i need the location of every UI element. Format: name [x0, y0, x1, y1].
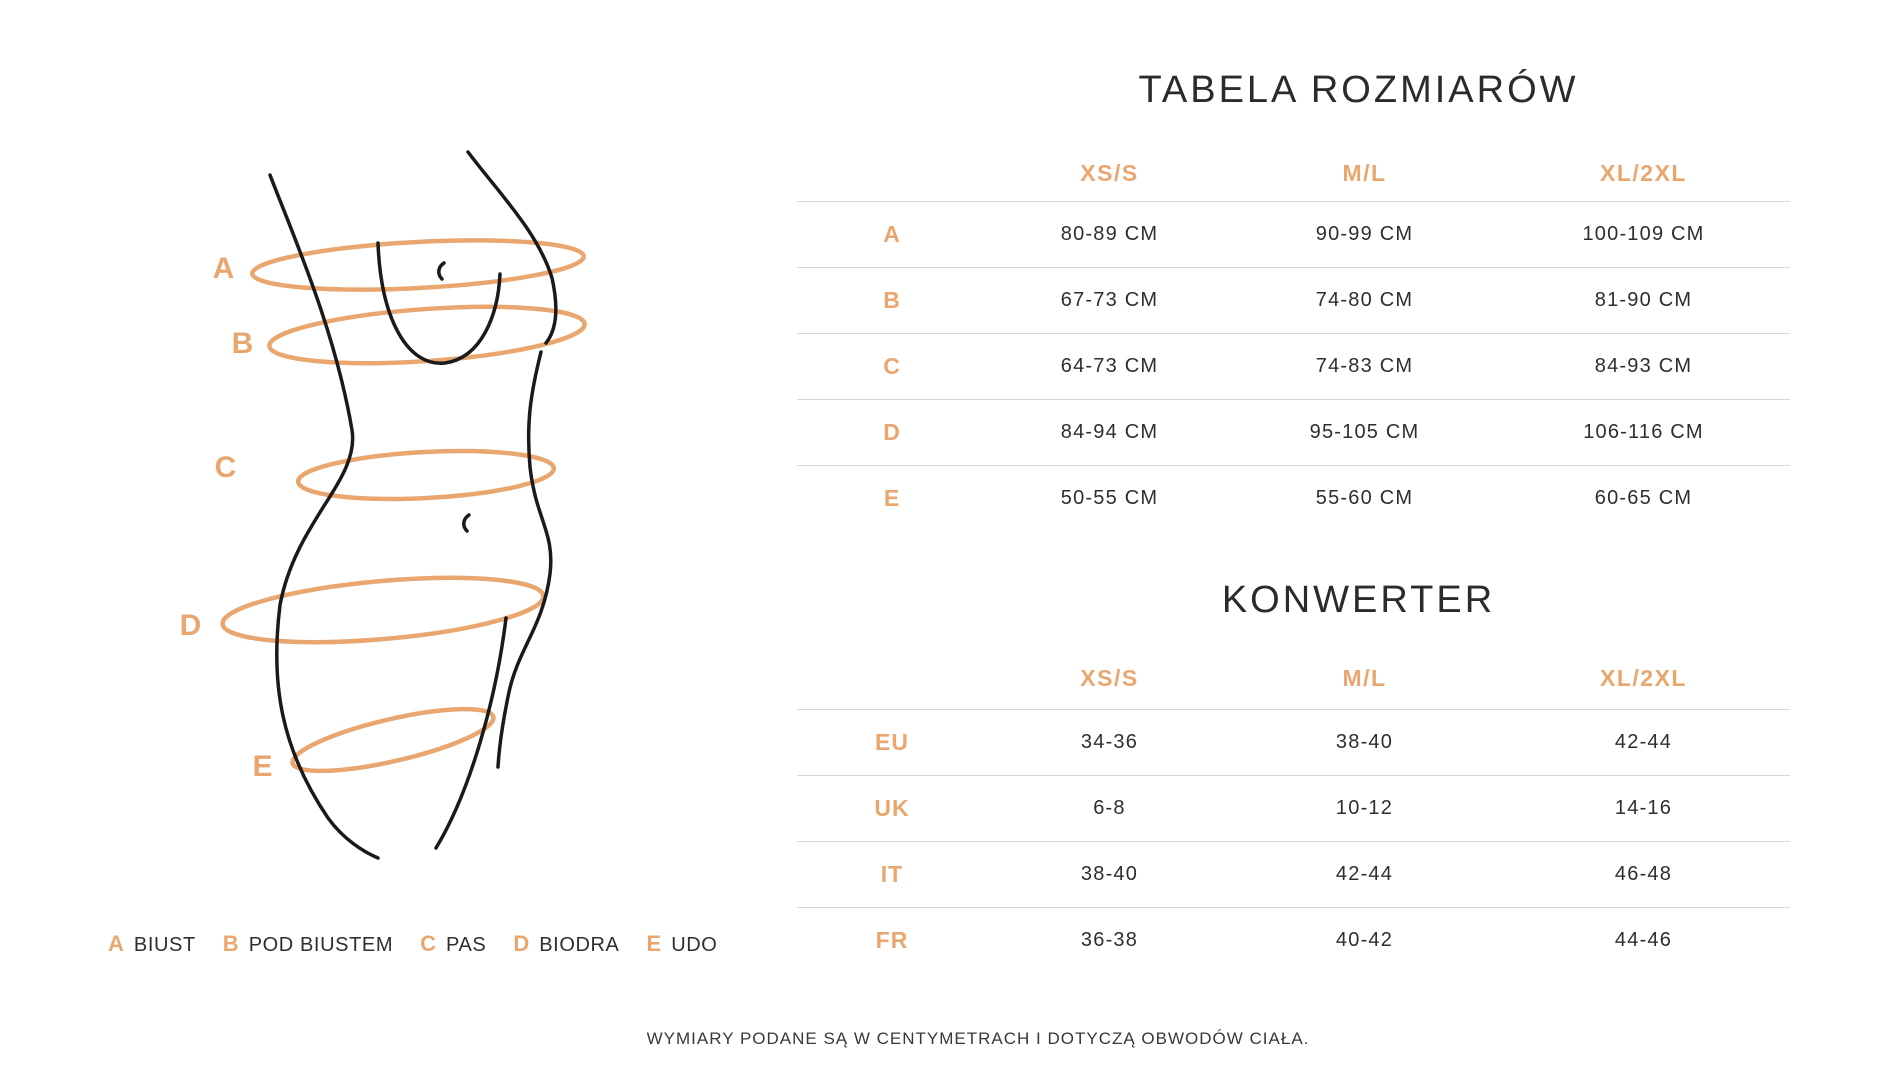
row-label: A [883, 221, 901, 247]
row-label: IT [880, 861, 904, 887]
legend-letter: C [420, 931, 436, 956]
figure-label-e: E [252, 750, 274, 783]
measurement-ellipse-c [297, 445, 555, 504]
converter-header-row [797, 648, 1790, 709]
torso-right-breast-line [468, 152, 556, 343]
conv-col-header-xs-s: XS/S [1080, 665, 1139, 691]
torso-outline [270, 152, 556, 858]
row-value: 100-109 CM [1582, 223, 1705, 245]
row-value: 90-99 CM [1315, 223, 1414, 245]
navel-mark [464, 515, 469, 531]
table-row-uk [797, 775, 1790, 841]
row-value: 74-80 CM [1315, 289, 1414, 311]
row-value: 42-44 [1614, 731, 1673, 753]
legend-letter: A [108, 931, 124, 956]
converter-title: KONWERTER [1221, 579, 1496, 621]
table-row-b [797, 267, 1790, 333]
row-value: 44-46 [1614, 929, 1673, 951]
row-value: 50-55 CM [1060, 487, 1159, 509]
row-value: 67-73 CM [1060, 289, 1159, 311]
row-value: 64-73 CM [1060, 355, 1159, 377]
body-figure-svg [100, 100, 660, 880]
legend-label: POD BIUSTEM [248, 934, 394, 956]
legend-label: BIUST [133, 934, 196, 956]
converter-table [797, 648, 1790, 973]
legend-letter: B [222, 931, 239, 956]
measurement-ellipse-d [220, 567, 546, 653]
row-label: E [883, 485, 901, 511]
legend-label: UDO [671, 934, 718, 956]
row-value: 55-60 CM [1315, 487, 1414, 509]
row-value: 36-38 [1080, 929, 1139, 951]
legend-label: PAS [445, 934, 487, 956]
inner-thigh-line [436, 618, 506, 848]
table-row-eu [797, 709, 1790, 775]
row-label: EU [875, 729, 909, 755]
figure-label-a: A [212, 252, 236, 285]
table-row-d [797, 399, 1790, 465]
legend-item-biodra [513, 931, 619, 958]
legend-letter: E [646, 931, 662, 956]
conv-col-header-m-l: M/L [1342, 665, 1387, 691]
footer-note: WYMIARY PODANE SĄ W CENTYMETRACH I DOTYCZĄ OBWODÓW CIAŁA. [646, 1029, 1310, 1048]
body-measurement-figure [100, 100, 660, 880]
row-value: 74-83 CM [1315, 355, 1414, 377]
measurement-legend [108, 931, 717, 958]
conv-col-header-xl-2xl: XL/2XL [1600, 665, 1687, 691]
row-value: 84-93 CM [1594, 355, 1693, 377]
torso-belly-line [498, 352, 551, 767]
row-value: 38-40 [1335, 731, 1394, 753]
row-label: C [883, 353, 901, 379]
size-table-title: TABELA ROZMIARÓW [1138, 69, 1579, 111]
size-col-header-m-l: M/L [1342, 159, 1387, 186]
row-label: UK [874, 795, 910, 821]
table-row-a [797, 201, 1790, 267]
row-value: 46-48 [1614, 863, 1673, 885]
legend-item-pod-biustem [223, 931, 393, 958]
row-value: 106-116 CM [1583, 421, 1704, 443]
row-value: 40-42 [1335, 929, 1394, 951]
row-value: 60-65 CM [1594, 487, 1693, 509]
row-label: B [883, 287, 901, 313]
breast-under-curve [378, 243, 500, 363]
row-value: 84-94 CM [1060, 421, 1159, 443]
size-table [797, 145, 1790, 531]
row-value: 34-36 [1080, 731, 1139, 753]
size-table-header-row [797, 145, 1790, 201]
table-row-it [797, 841, 1790, 907]
row-value: 95-105 CM [1309, 421, 1420, 443]
figure-label-d: D [179, 609, 203, 642]
table-row-c [797, 333, 1790, 399]
row-value: 80-89 CM [1060, 223, 1159, 245]
size-col-header-xl-2xl: XL/2XL [1600, 159, 1687, 186]
nipple-mark [439, 263, 444, 279]
torso-left-side-line [270, 175, 378, 858]
row-value: 10-12 [1335, 797, 1394, 819]
figure-label-c: C [214, 451, 238, 484]
legend-label: BIODRA [539, 934, 620, 956]
legend-letter: D [513, 931, 530, 956]
row-value: 6-8 [1093, 797, 1126, 819]
legend-item-pas [420, 931, 486, 958]
row-value: 14-16 [1614, 797, 1673, 819]
measurement-ellipse-e [288, 696, 498, 783]
figure-label-b: B [231, 327, 255, 360]
table-row-fr [797, 907, 1790, 973]
row-value: 42-44 [1335, 863, 1394, 885]
legend-item-biust [108, 931, 196, 958]
legend-item-udo [647, 931, 718, 958]
row-label: D [883, 419, 901, 445]
table-row-e [797, 465, 1790, 531]
row-value: 81-90 CM [1594, 289, 1693, 311]
row-value: 38-40 [1080, 863, 1139, 885]
row-label: FR [875, 927, 909, 953]
size-col-header-xs-s: XS/S [1080, 159, 1139, 186]
